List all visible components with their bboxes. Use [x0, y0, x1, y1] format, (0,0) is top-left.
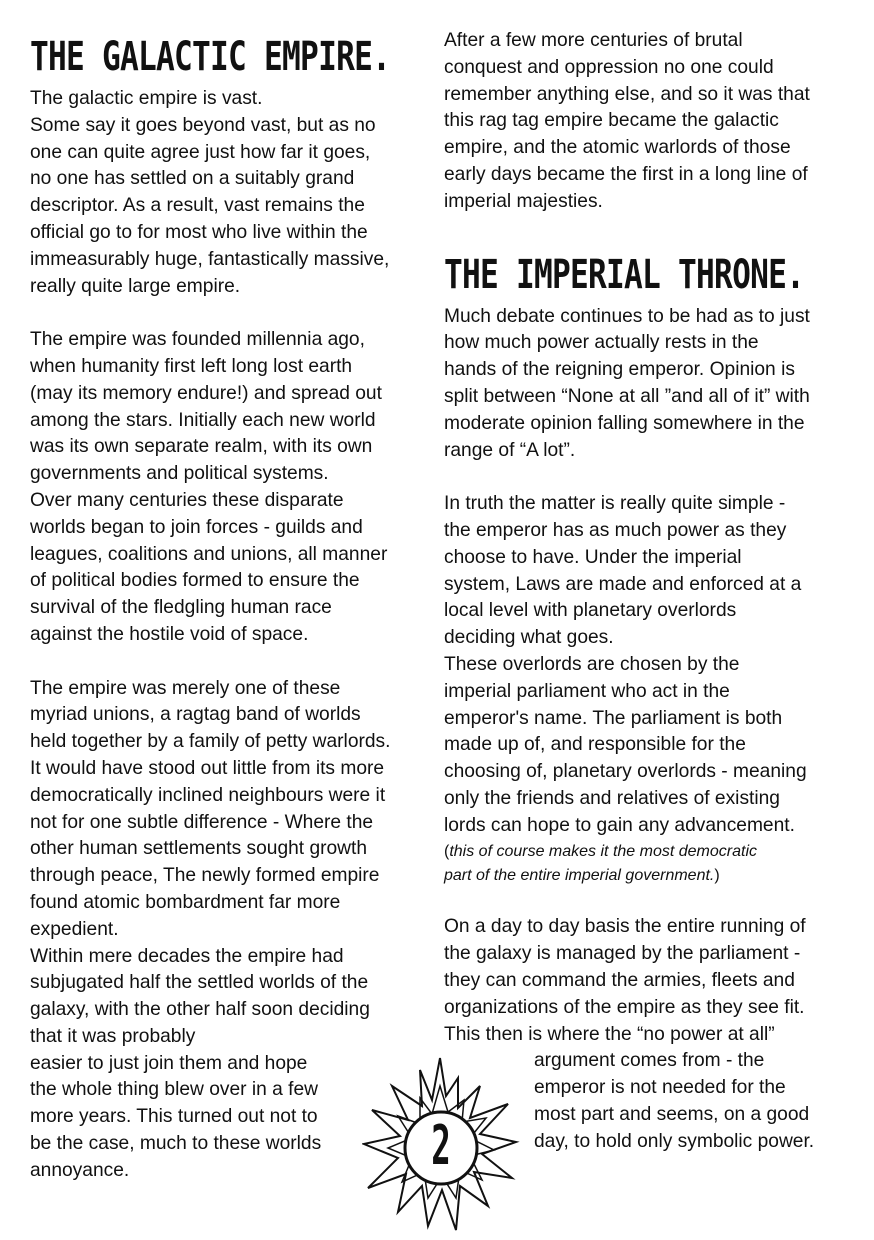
page-number: 2 — [431, 1113, 451, 1177]
paragraph-debate: Much debate continues to be had as to just how much power actually rests in the hands of the reigning emperor. Opinion is split between “None at all ”and all of it” with moderate opinion falling somewhere in the range of “A lot”. — [444, 305, 810, 461]
paragraph-founding: The empire was founded millennia ago, when humanity first left long lost earth (may its memory endure!) and spread out among the stars. Initially each new world was its own separate realm, with its own governments and political systems. Over many centuries these disparate worlds began to join forces - guilds and leagues, coalitions and unions, all manner of political bodies formed to ensure the survival of the fledgling human race against the hostile void of space. — [30, 329, 388, 645]
page-number-starburst — [362, 1056, 520, 1234]
paragraph-symbolic-power: argument comes from - the emperor is not needed for the most part and seems, on a good day, to hold only symbolic power. — [534, 1050, 815, 1152]
italic-aside: (this of course makes it the most democratic part of the entire imperial government.) — [444, 842, 757, 884]
paragraph-conquest: After a few more centuries of brutal conquest and oppression no one could remember anything else, and so it was that this rag tag empire became the galactic empire, and the atomic warlords of those early days became the first in a long line of imperial majesties. — [444, 30, 810, 212]
paragraph-truth: In truth the matter is really quite simple - the emperor has as much power as they choose to have. Under the imperial system, Laws are made and enforced at a local level with planetary overlords deciding what goes. These overlords are chosen by the imperial parliament who act in the emperor's name. The parliament is both made up of, and responsible for the choosing of, planetary overlords - meaning only the friends and relatives of existing lords can hope to gain any advancement. — [444, 493, 807, 836]
heading-imperial-throne: THE IMPERIAL THRONE. — [444, 251, 805, 298]
left-column — [30, 28, 430, 1185]
paragraph-vast: The galactic empire is vast. Some say it goes beyond vast, but as no one can quite agree just how far it goes, no one has settled on a suitably grand descriptor. As a result, vast remains the official go to for most who live within the immeasurably huge, fantastically massive, really quite large empire. — [30, 88, 390, 297]
paragraph-parliament: On a day to day basis the entire running of the galaxy is managed by the parliament - they can command the armies, fleets and organizations of the empire as they see fit. This then is where the “no power at all” — [444, 916, 806, 1045]
right-column — [444, 28, 854, 1155]
heading-galactic-empire: THE GALACTIC EMPIRE. — [30, 34, 391, 80]
paragraph-ragtag-union: The empire was merely one of these myriad unions, a ragtag band of worlds held together by a family of petty warlords. It would have stood out little from its more democratically inclined neighbours were it not for one subtle difference - Where the other human settlements sought growth through peace, The newly formed empire found atomic bombardment far more expedient. Within mere decades the empire had subjugated half the settled worlds of the galaxy, with the other half soon deciding that it was probably easier to just join them and hope the whole thing blew over in a few more years. This turned out not to be the case, much to these worlds annoyance. — [30, 677, 391, 1181]
